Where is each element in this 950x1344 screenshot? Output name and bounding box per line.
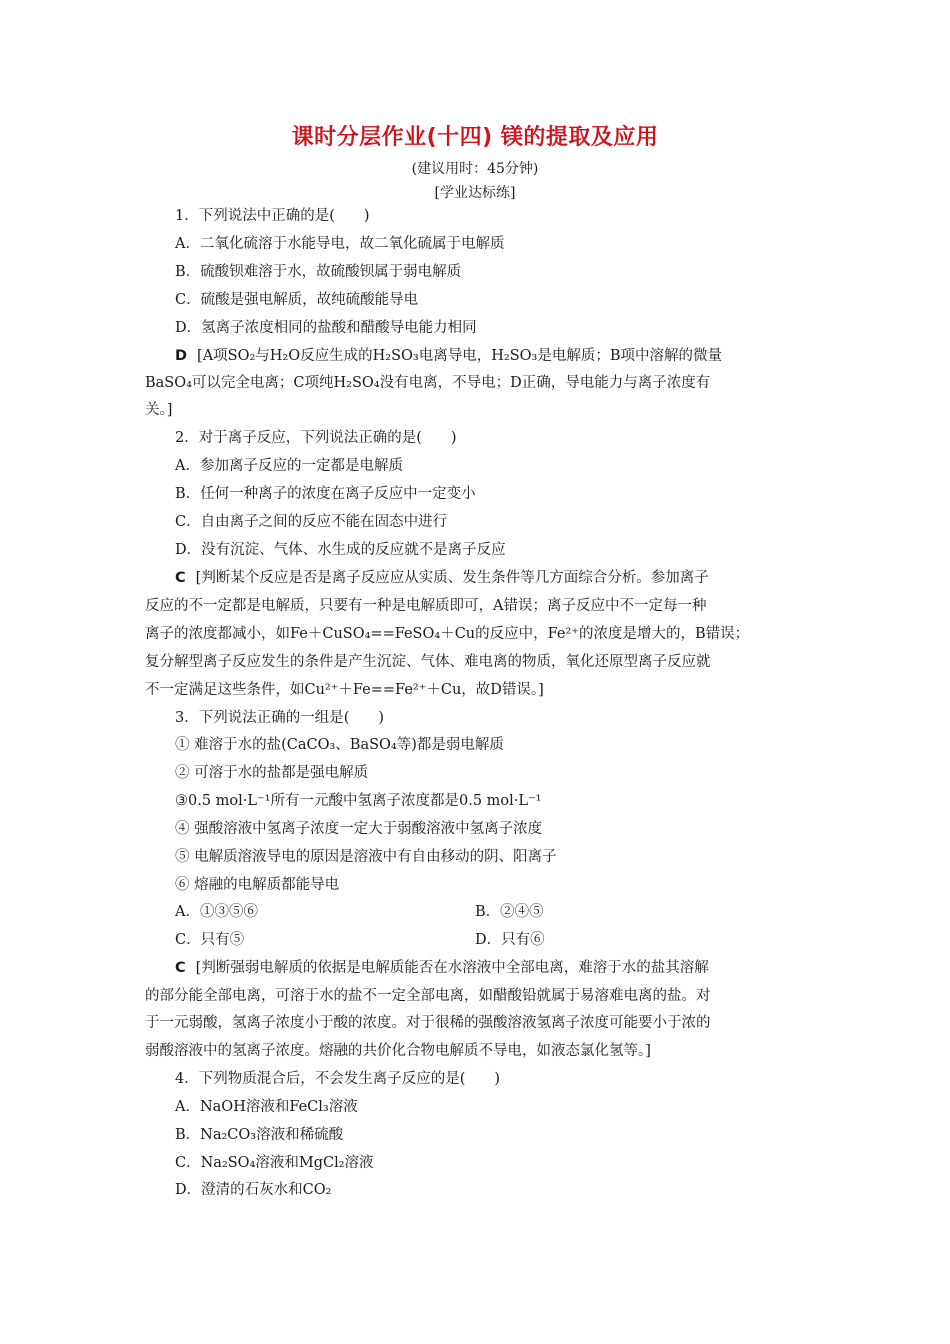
q4-option-a: A．NaOH溶液和FeCl₃溶液 (175, 1099, 358, 1115)
page-title: 课时分层作业(十四) 镁的提取及应用 (291, 125, 659, 150)
q3-stem: 3．下列说法正确的一组是( ) (175, 710, 385, 726)
q3-options-row-2 (175, 930, 840, 950)
q3-explanation-end: 弱酸溶液中的氢离子浓度。熔融的共价化合物电解质不导电，如液态氯化氢等。] (145, 1043, 651, 1059)
q2-explanation-cont: 复分解型离子反应发生的条件是产生沉淀、气体、难电离的物质，氧化还原型离子反应就 (145, 654, 711, 670)
q1-option-b: B．硫酸钡难溶于水，故硫酸钡属于弱电解质 (175, 264, 462, 280)
q3-statement-5: ⑤ 电解质溶液导电的原因是溶液中有自由移动的阴、阳离子 (175, 849, 557, 865)
q2-option-d: D．没有沉淀、气体、水生成的反应就不是离子反应 (175, 542, 506, 558)
q3-statement-3: ③0.5 mol·L⁻¹所有一元酸中氢离子浓度都是0.5 mol·L⁻¹ (175, 793, 542, 809)
q1-explanation-cont: BaSO₄可以完全电离；C项纯H₂SO₄没有电离，不导电；D正确，导电能力与离子浓度有 (145, 375, 711, 391)
q2-option-b: B．任何一种离子的浓度在离子反应中一定变小 (175, 486, 476, 502)
q1-option-c: C．硫酸是强电解质，故纯硫酸能导电 (175, 292, 419, 308)
q1-option-a: A．二氧化硫溶于水能导电，故二氧化硫属于电解质 (175, 236, 505, 252)
q3-statement-6: ⑥ 熔融的电解质都能导电 (175, 877, 340, 893)
q3-statement-1: ① 难溶于水的盐(CaCO₃、BaSO₄等)都是弱电解质 (175, 737, 504, 753)
q3-explanation-text: [判断强弱电解质的依据是电解质能否在水溶液中全部电离，难溶于水的盐其溶解 (195, 960, 709, 976)
q3-explanation-cont: 的部分能全部电离，可溶于水的盐不一定全部电离，如醋酸铅就属于易溶难电离的盐。对 (145, 988, 711, 1004)
q2-stem: 2．对于离子反应，下列说法正确的是( ) (175, 430, 457, 446)
q2-option-a: A．参加离子反应的一定都是电解质 (175, 458, 403, 474)
q3-options-row-1 (175, 902, 840, 922)
q2-explanation-cont: 离子的浓度都减小，如Fe＋CuSO₄==FeSO₄＋Cu的反应中，Fe²⁺的浓度是增大的，B错误； (145, 626, 750, 642)
q2-explanation-end: 不一定满足这些条件，如Cu²⁺＋Fe==Fe²⁺＋Cu，故D错误。] (145, 682, 544, 698)
q4-stem: 4．下列物质混合后，不会发生离子反应的是( ) (175, 1071, 501, 1087)
q1-stem: 1．下列说法中正确的是( ) (175, 208, 370, 224)
q3-answer: C (175, 960, 186, 976)
q3-statement-2: ② 可溶于水的盐都是强电解质 (175, 765, 369, 781)
q3-option-b: B．②④⑤ (475, 904, 544, 920)
q4-option-d: D．澄清的石灰水和CO₂ (175, 1182, 332, 1198)
q1-explanation-line (175, 346, 840, 366)
q3-statement-4: ④ 强酸溶液中氢离子浓度一定大于弱酸溶液中氢离子浓度 (175, 821, 543, 837)
q1-option-d: D．氢离子浓度相同的盐酸和醋酸导电能力相同 (175, 320, 477, 336)
q3-option-d: D．只有⑥ (475, 932, 545, 948)
q3-explanation-cont: 于一元弱酸，氢离子浓度小于酸的浓度。对于很稀的强酸溶液氢离子浓度可能要小于浓的 (145, 1015, 711, 1031)
q4-option-b: B．Na₂CO₃溶液和稀硫酸 (175, 1127, 344, 1143)
q2-explanation-line (175, 568, 840, 588)
q4-option-c: C．Na₂SO₄溶液和MgCl₂溶液 (175, 1155, 374, 1171)
q2-explanation-text: [判断某个反应是否是离子反应应从实质、发生条件等几方面综合分析。参加离子 (195, 570, 709, 586)
q3-option-c: C．只有⑤ (175, 932, 245, 948)
q2-answer: C (175, 570, 186, 586)
q1-explanation-text: [A项SO₂与H₂O反应生成的H₂SO₃电离导电，H₂SO₃是电解质；B项中溶解的微量 (197, 348, 722, 364)
section-heading: [学业达标练] (434, 185, 516, 201)
time-note: (建议用时：45分钟) (411, 161, 539, 177)
q3-explanation-line (175, 958, 840, 978)
q2-explanation-cont: 反应的不一定都是电解质，只要有一种是电解质即可，A错误；离子反应中不一定每一种 (145, 598, 707, 614)
q2-option-c: C．自由离子之间的反应不能在固态中进行 (175, 514, 448, 530)
q3-option-a: A．①③⑤⑥ (175, 904, 258, 920)
q1-explanation-end: 关。] (145, 402, 173, 418)
q1-answer: D (175, 348, 188, 364)
